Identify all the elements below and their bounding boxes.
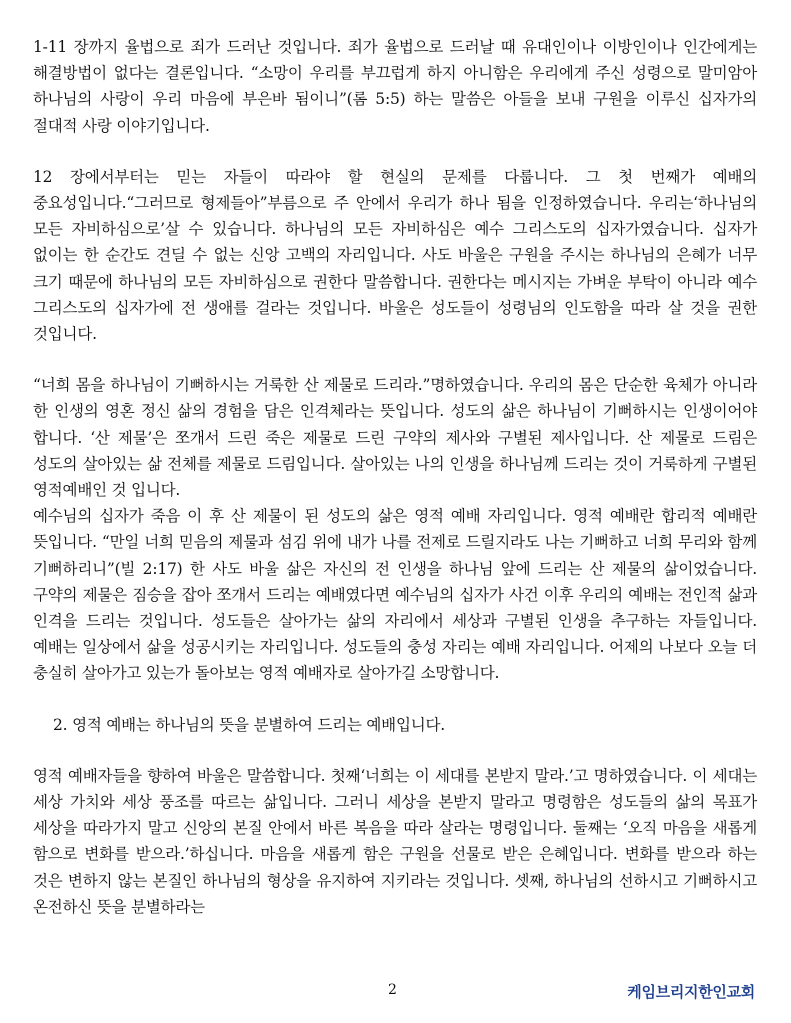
paragraph-spiritual-worship: 예수님의 십자가 죽음 이 후 산 제물이 된 성도의 삶은 영적 예배 자리입니다. 영적 예배란 합리적 예배란 뜻입니다. “만일 너희 믿음의 제물과 섬김 위에 내가 나를 전제로 드릴지라도 나는 기뻐하고 너희 무리와 함께 기뻐하리니”(빌 2:17) 한 사도 바울 삶은 자신의 전 인생을 하나님 앞에 드리는 산 제물의 삶이었습니다. 구약의 제물은 짐승을 잡아 쪼개서 드리는 예배였다면 예수님의 십자가 사건 이후 우리의 예배는 전인적 삶과 인격을 드리는 것입니다. 성도들은 살아가는 삶의 자리에서 세상과 구별된 인생을 추구하는 자들입니다. 예배는 일상에서 삶을 성공시키는 자리입니다. 성도들의 충성 자리는 예배 자리입니다. 어제의 나보다 오늘 더 충실히 살아가고 있는가 돌아보는 영적 예배자로 살아가길 소망합니다. [33, 507, 757, 683]
paragraph-living-sacrifice: “너희 몸을 하나님이 기뻐하시는 거룩한 산 제물로 드리라.”명하였습니다. 우리의 몸은 단순한 육체가 아니라 한 인생의 영혼 정신 삶의 경험을 담은 인격체라는 뜻입니다. 성도의 삶은 하나님이 기뻐하시는 인생이어야 합니다. ‘산 제물’은 쪼개서 드린 죽은 제물로 드린 구약의 제사와 구별된 제사입니다. 산 제물로 드림은 성도의 살아있는 삶 전체를 제물로 드림입니다. 살아있는 나의 인생을 하나님께 드리는 것이 거룩하게 구별된 영적예배인 것 입니다. [33, 376, 757, 500]
paragraph-gap [33, 687, 757, 712]
church-name: 케임브리지한인교회 [627, 983, 755, 1001]
page-number: 2 [388, 982, 397, 998]
paragraph-romans-summary: 1-11 장까지 율법으로 죄가 드러난 것입니다. 죄가 율법으로 드러날 때 유대인이나 이방인이나 인간에게는 해결방법이 없다는 결론입니다. “소망이 우리를 부끄럽게 하지 아니함은 우리에게 주신 성령으로 말미암아 하나님의 사랑이 우리 마음에 부은바 됨이니”(롬 5:5) 하는 말씀은 아들을 보내 구원을 이루신 십자가의 절대적 사랑 이야기입니다. [33, 38, 757, 135]
document-body [33, 34, 757, 920]
paragraph-gap [33, 347, 757, 372]
paragraph-worship-importance: 12 장에서부터는 믿는 자들이 따라야 할 현실의 문제를 다룹니다. 그 첫 번째가 예배의 중요성입니다.“그러므로 형제들아”부름으로 주 안에서 우리가 하나 됨을 인정하였습니다. 우리는‘하나님의 모든 자비하심으로’살 수 있습니다. 하나님의 모든 자비하심은 예수 그리스도의 십자가였습니다. 십자가 없이는 한 순간도 견딜 수 없는 신앙 고백의 자리입니다. 사도 바울은 구원을 주시는 하나님의 은혜가 너무 크기 때문에 하나님의 모든 자비하심으로 권한다 말씀합니다. 권한다는 메시지는 가벼운 부탁이 아니라 예수 그리스도의 십자가에 전 생애를 걸라는 것입니다. 바울은 성도들이 성령님의 인도함을 따라 살 것을 권한 것입니다. [33, 167, 757, 344]
paragraph-gap [33, 738, 757, 763]
paragraph-discernment: 영적 예배자들을 향하여 바울은 말씀합니다. 첫째‘너희는 이 세대를 본받지 말라.’고 명하였습니다. 이 세대는 세상 가치와 세상 풍조를 따르는 삶입니다. 그러니 세상을 본받지 말라고 명령함은 성도들의 삶의 목표가 세상을 따라가지 말고 신앙의 본질 안에서 바른 복음을 따라 살라는 명령입니다. 둘째는 ‘오직 마음을 새롭게 함으로 변화를 받으라.’하십니다. 마음을 새롭게 함은 구원을 선물로 받은 은혜입니다. 변화를 받으라 하는 것은 변하지 않는 본질인 하나님의 형상을 유지하여 지키라는 것입니다. 셋째, 하나님의 선하시고 기뻐하시고 온전하신 뜻을 분별하라는 [33, 766, 757, 916]
paragraph-gap [33, 139, 757, 164]
section-heading-discernment: 2. 영적 예배는 하나님의 뜻을 분별하여 드리는 예배입니다. [53, 715, 445, 734]
